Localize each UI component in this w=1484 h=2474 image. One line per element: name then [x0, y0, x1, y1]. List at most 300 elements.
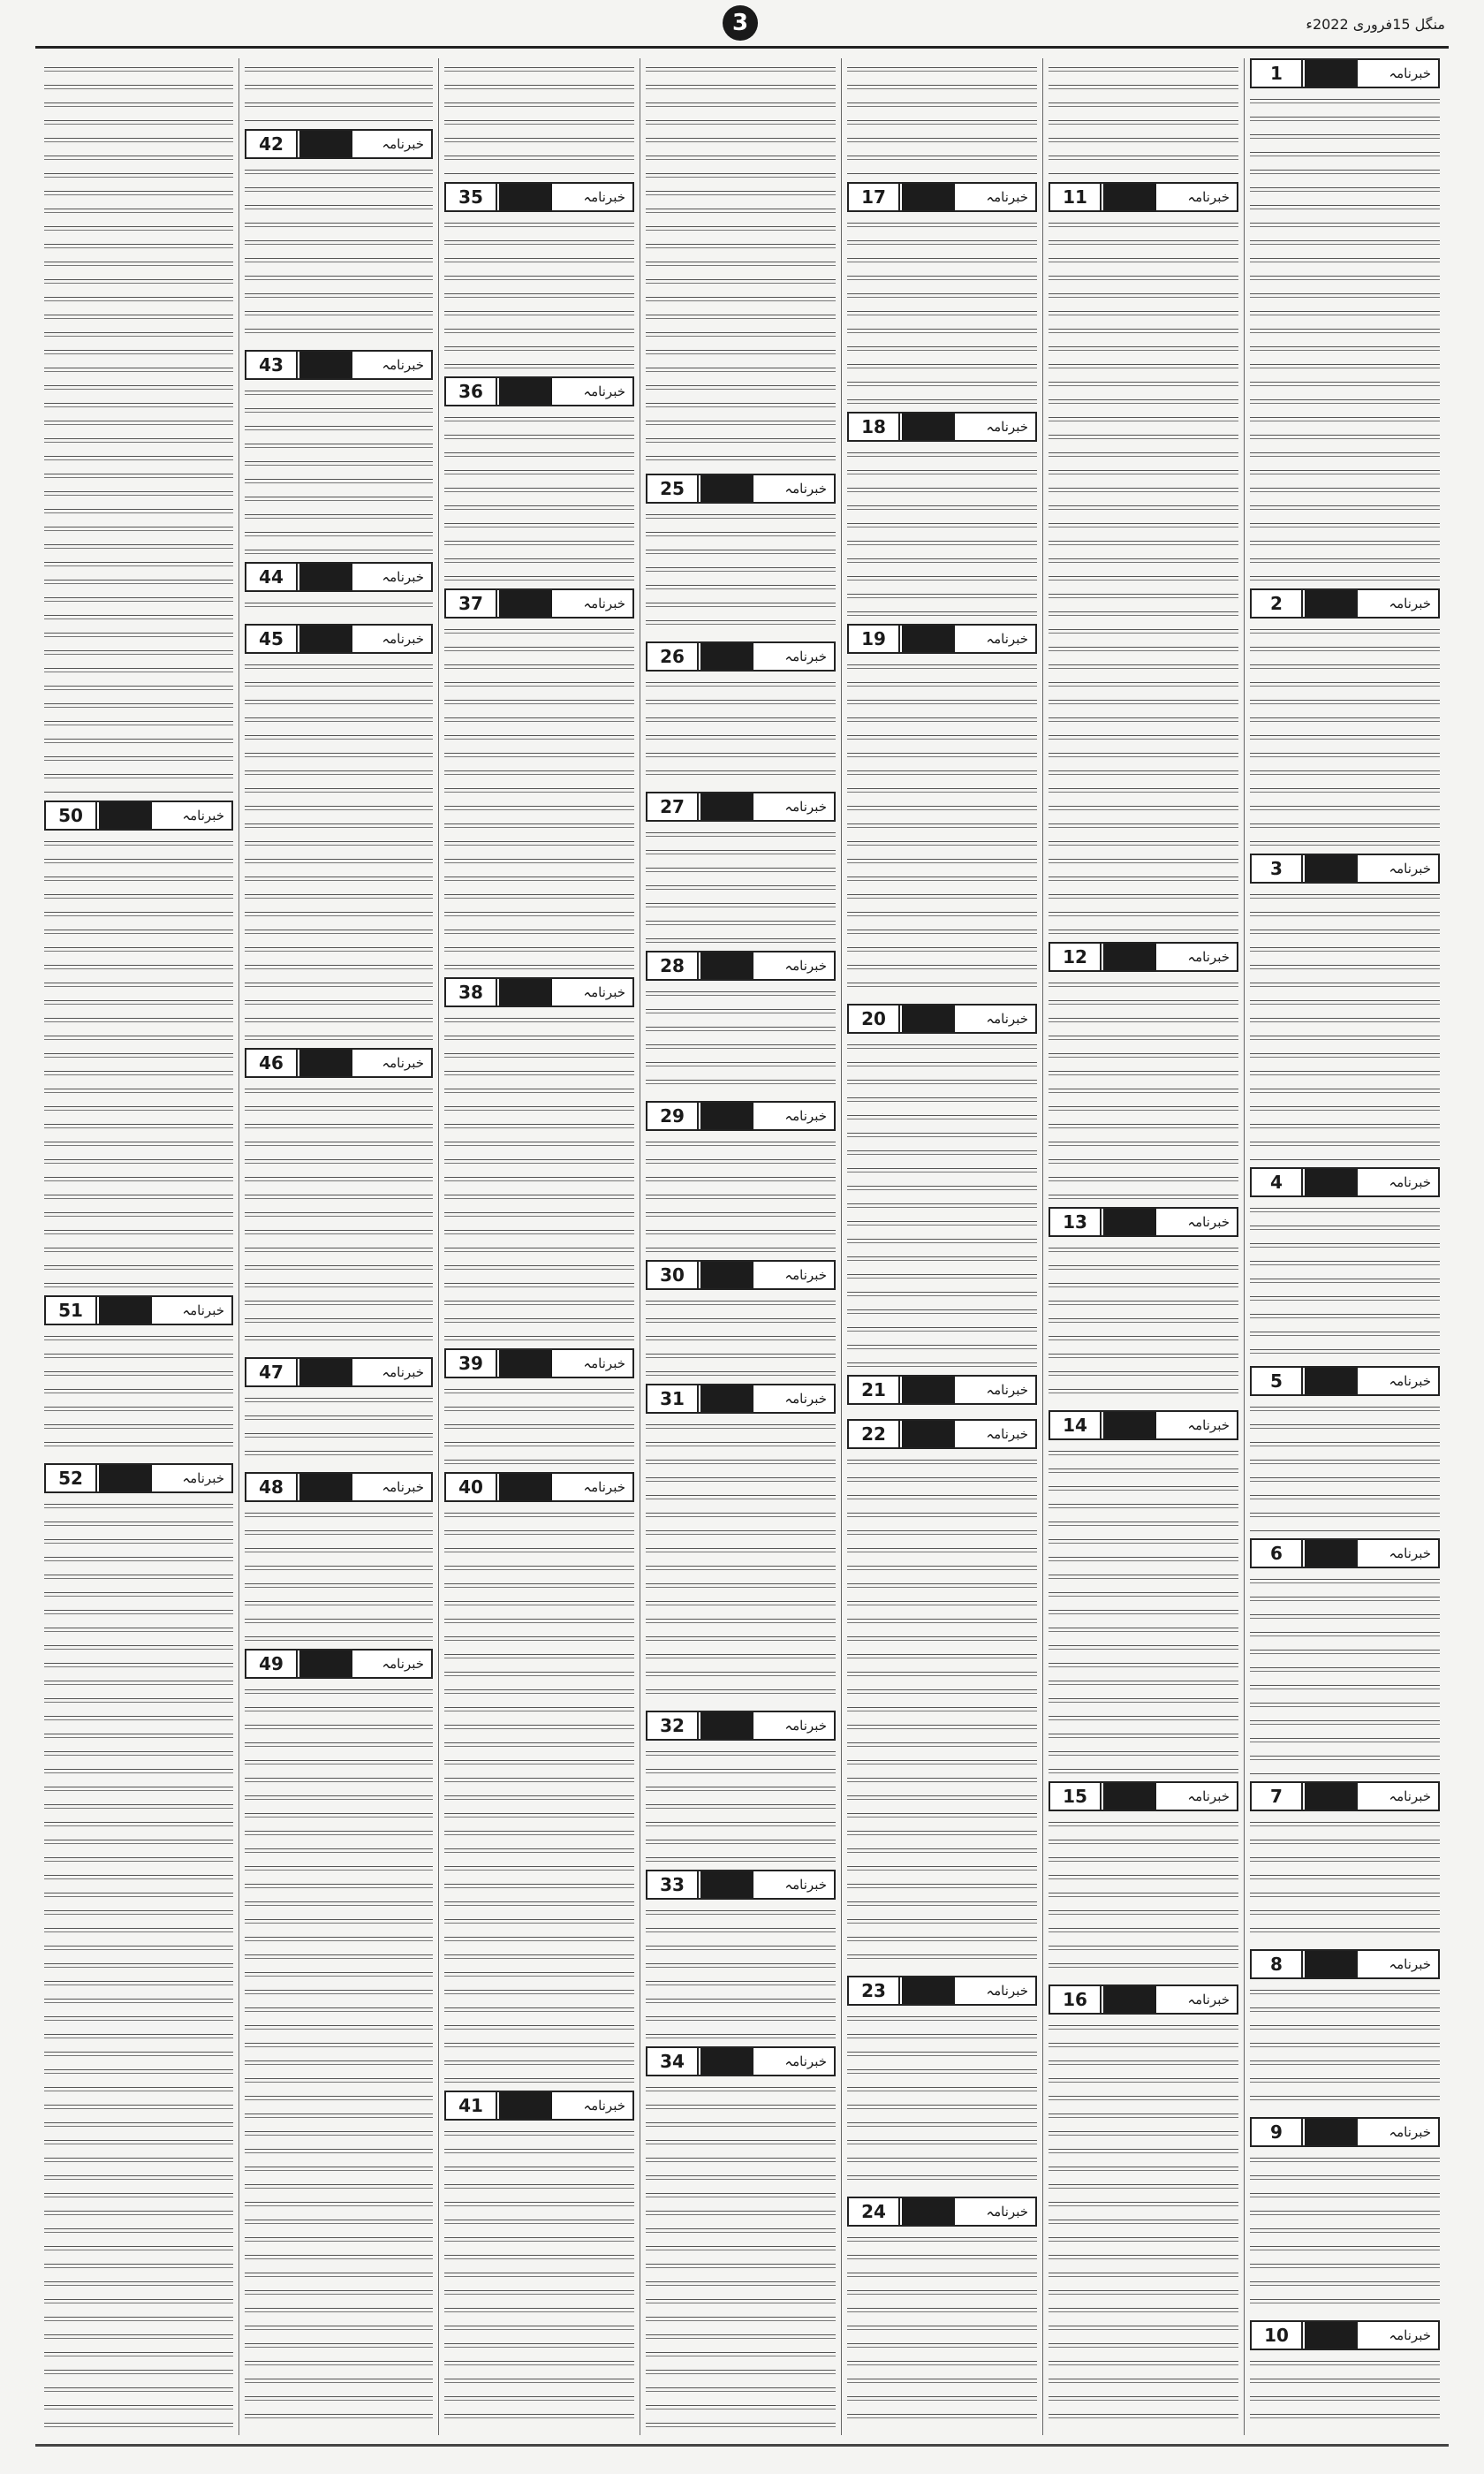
article-label: خبرنامہ: [182, 1302, 224, 1318]
article-number: 19: [849, 626, 900, 652]
article-number: 25: [647, 475, 699, 502]
article-body-text: [646, 2082, 836, 2428]
article-body-text: [444, 1384, 634, 1465]
article-label: خبرنامہ: [583, 1355, 625, 1371]
article-body-text: [646, 827, 836, 944]
header-black-bar: [299, 1474, 352, 1500]
article-39: [444, 1348, 634, 1465]
article-number: 12: [1050, 944, 1102, 970]
article-header: [646, 1101, 836, 1131]
article-header: [444, 1348, 634, 1378]
article-number: 22: [849, 1421, 900, 1447]
article-number: 52: [46, 1465, 97, 1491]
article-label: خبرنامہ: [784, 481, 827, 497]
article-body-text: [847, 659, 1037, 997]
article-label: خبرنامہ: [382, 357, 424, 373]
article-header: [1250, 854, 1440, 884]
column-c2: [1042, 58, 1244, 2435]
article-label: خبرنامہ: [382, 136, 424, 152]
article-body-text: [646, 62, 836, 467]
article-number: 32: [647, 1712, 699, 1739]
article-number: 40: [446, 1474, 497, 1500]
article-number: 41: [446, 2092, 497, 2119]
article-header: [1250, 1167, 1440, 1197]
header-black-bar: [499, 1474, 552, 1500]
header-black-bar: [902, 184, 955, 210]
header-black-bar: [902, 1377, 955, 1403]
article-header: [847, 624, 1037, 654]
header-black-bar: [1305, 590, 1358, 617]
article-body-text: [646, 509, 836, 634]
article-body-text: [1049, 1446, 1238, 1774]
article-label: خبرنامہ: [784, 958, 827, 974]
article-number: 2: [1252, 590, 1303, 617]
header-black-bar: [902, 1421, 955, 1447]
column-c6: [238, 58, 438, 2435]
article-header: [847, 1375, 1037, 1405]
article-header: [44, 1463, 233, 1493]
article-48: [245, 1472, 433, 1642]
article-number: 10: [1252, 2322, 1303, 2349]
article-body-text: [444, 624, 634, 970]
article-number: 30: [647, 1262, 699, 1288]
header-black-bar: [1305, 1540, 1358, 1567]
article-17: [847, 182, 1037, 405]
page-number-badge: 3: [723, 5, 758, 41]
article-9: [1250, 2117, 1440, 2313]
article-number: 13: [1050, 1209, 1102, 1235]
article-label: خبرنامہ: [382, 569, 424, 585]
article-header: [245, 624, 433, 654]
article-4: [1250, 1167, 1440, 1359]
article-header: [1250, 58, 1440, 88]
article-number: 43: [246, 352, 298, 378]
article-header: [444, 588, 634, 618]
article-header: [847, 1976, 1037, 2006]
article-header: [1250, 2117, 1440, 2147]
article-body-text: [444, 412, 634, 581]
header-black-bar: [1305, 1951, 1358, 1977]
article-label: خبرنامہ: [1389, 2124, 1431, 2140]
article-body-text: [847, 1410, 1037, 1412]
header-black-bar: [99, 1465, 152, 1491]
article-number: 48: [246, 1474, 298, 1500]
article-header: [1250, 2320, 1440, 2350]
article-number: 23: [849, 1977, 900, 2004]
article-label: خبرنامہ: [784, 1718, 827, 1734]
article-6: [1250, 1538, 1440, 1774]
article-15: [1049, 1781, 1238, 1977]
article-header: [444, 376, 634, 406]
article-11: [1049, 182, 1238, 935]
article-number: 50: [46, 802, 97, 829]
article-body-text: [646, 1746, 836, 1863]
article-33: [646, 1870, 836, 2039]
article-label: خبرنامہ: [1187, 189, 1230, 205]
article-body-text: [245, 597, 433, 617]
article-label: خبرنامہ: [583, 984, 625, 1000]
header-black-bar: [499, 1350, 552, 1377]
article-label: خبرنامہ: [182, 1470, 224, 1486]
header-black-bar: [700, 1871, 753, 1898]
article-body-text: [245, 659, 433, 1041]
article-header: [1049, 182, 1238, 212]
header-black-bar: [499, 184, 552, 210]
header-black-bar: [1305, 1169, 1358, 1195]
article-body-text: [1250, 1574, 1440, 1774]
column-c5: [438, 58, 640, 2435]
article-label: خبرنامہ: [1389, 1373, 1431, 1389]
header-black-bar: [1305, 1368, 1358, 1394]
article-body-text: [245, 385, 433, 555]
newspaper-page: [39, 58, 1445, 2435]
article-header: [1049, 1985, 1238, 2015]
article-body-text: [245, 1083, 433, 1350]
article-header: [1049, 1410, 1238, 1440]
header-black-bar: [1305, 855, 1358, 882]
article-number: 29: [647, 1103, 699, 1129]
article-26: [646, 641, 836, 785]
article-header: [1250, 1949, 1440, 1979]
article-body-text: [44, 1499, 233, 2428]
article-number: 45: [246, 626, 298, 652]
article-number: 28: [647, 952, 699, 979]
article-8: [1250, 1949, 1440, 2110]
article-header: [1049, 942, 1238, 972]
article-label: خبرنامہ: [986, 419, 1028, 435]
article-header: [245, 129, 433, 159]
article-body-text: [646, 986, 836, 1094]
header-black-bar: [1305, 2322, 1358, 2349]
article-38: [444, 977, 634, 1341]
article-number: 11: [1050, 184, 1102, 210]
article-body-text: [1250, 1203, 1440, 1359]
article-continuation: [44, 62, 233, 793]
article-49: [245, 1649, 433, 2428]
article-label: خبرنامہ: [1187, 1788, 1230, 1804]
article-label: خبرنامہ: [784, 799, 827, 815]
article-label: خبرنامہ: [1389, 861, 1431, 877]
article-label: خبرنامہ: [1187, 949, 1230, 965]
article-23: [847, 1976, 1037, 2189]
header-black-bar: [1305, 2119, 1358, 2145]
article-25: [646, 474, 836, 634]
header-black-bar: [1103, 184, 1156, 210]
article-number: 35: [446, 184, 497, 210]
article-label: خبرنامہ: [784, 1877, 827, 1893]
article-body-text: [646, 1136, 836, 1253]
article-header: [847, 2197, 1037, 2227]
header-black-bar: [299, 1359, 352, 1385]
column-c1: [1244, 58, 1445, 2435]
header-black-bar: [299, 1651, 352, 1677]
article-number: 49: [246, 1651, 298, 1677]
article-header: [1049, 1781, 1238, 1811]
article-label: خبرنامہ: [986, 1011, 1028, 1027]
article-label: خبرنامہ: [1187, 1417, 1230, 1433]
header-black-bar: [299, 626, 352, 652]
article-header: [44, 801, 233, 831]
article-46: [245, 1048, 433, 1350]
article-label: خبرنامہ: [986, 1426, 1028, 1442]
article-body-text: [1250, 94, 1440, 581]
article-header: [245, 1048, 433, 1078]
article-body-text: [245, 62, 433, 122]
header-black-bar: [299, 131, 352, 157]
article-number: 16: [1050, 1986, 1102, 2013]
header-black-bar: [1103, 1986, 1156, 2013]
article-header: [646, 2046, 836, 2076]
article-50: [44, 801, 233, 1288]
article-header: [245, 1357, 433, 1387]
article-body-text: [646, 1905, 836, 2039]
article-label: خبرنامہ: [1389, 596, 1431, 611]
article-number: 20: [849, 1006, 900, 1032]
article-2: [1250, 588, 1440, 846]
article-22: [847, 1419, 1037, 1969]
header-black-bar: [1103, 1412, 1156, 1438]
article-number: 34: [647, 2048, 699, 2075]
article-body-text: [1250, 1817, 1440, 1942]
article-header: [646, 1384, 836, 1414]
article-number: 39: [446, 1350, 497, 1377]
article-body-text: [646, 1419, 836, 1704]
article-body-text: [1049, 1817, 1238, 1977]
article-label: خبرنامہ: [583, 2098, 625, 2114]
article-label: خبرنامہ: [382, 1656, 424, 1672]
article-number: 42: [246, 131, 298, 157]
header-black-bar: [1103, 944, 1156, 970]
header-black-bar: [700, 475, 753, 502]
header-black-bar: [1103, 1209, 1156, 1235]
article-body-text: [847, 2232, 1037, 2428]
article-label: خبرنامہ: [1389, 2327, 1431, 2343]
header-black-bar: [499, 378, 552, 405]
article-number: 44: [246, 564, 298, 590]
article-header: [1250, 1366, 1440, 1396]
article-label: خبرنامہ: [784, 2053, 827, 2069]
article-20: [847, 1004, 1037, 1368]
article-30: [646, 1260, 836, 1377]
article-body-text: [646, 677, 836, 785]
article-number: 9: [1252, 2119, 1303, 2145]
article-18: [847, 412, 1037, 617]
article-label: خبرنامہ: [784, 649, 827, 664]
article-51: [44, 1295, 233, 1456]
article-number: 33: [647, 1871, 699, 1898]
header-black-bar: [700, 1712, 753, 1739]
article-number: 31: [647, 1385, 699, 1412]
column-c4: [640, 58, 841, 2435]
header-black-bar: [700, 952, 753, 979]
article-label: خبرنامہ: [784, 1108, 827, 1124]
article-44: [245, 562, 433, 617]
header-black-bar: [499, 590, 552, 617]
header-black-bar: [499, 979, 552, 1006]
article-body-text: [444, 2126, 634, 2428]
article-header: [847, 1004, 1037, 1034]
article-header: [444, 977, 634, 1007]
header-black-bar: [1305, 1783, 1358, 1810]
article-header: [245, 562, 433, 592]
article-number: 3: [1252, 855, 1303, 882]
article-body-text: [847, 217, 1037, 405]
article-body-text: [444, 217, 634, 369]
article-label: خبرنامہ: [382, 1055, 424, 1071]
article-header: [1250, 588, 1440, 618]
article-label: خبرنامہ: [784, 1391, 827, 1407]
article-header: [646, 474, 836, 504]
article-body-text: [1250, 1401, 1440, 1531]
header-black-bar: [902, 414, 955, 440]
article-label: خبرنامہ: [1187, 1214, 1230, 1230]
article-number: 6: [1252, 1540, 1303, 1567]
article-body-text: [1250, 1985, 1440, 2110]
header-black-bar: [902, 2198, 955, 2225]
article-header: [847, 1419, 1037, 1449]
article-body-text: [1250, 889, 1440, 1160]
article-label: خبرنامہ: [583, 1479, 625, 1495]
article-14: [1049, 1410, 1238, 1774]
article-continuation: [1049, 62, 1238, 175]
article-number: 14: [1050, 1412, 1102, 1438]
header-black-bar: [299, 1050, 352, 1076]
header-black-bar: [700, 1262, 753, 1288]
article-body-text: [1049, 217, 1238, 935]
article-1: [1250, 58, 1440, 581]
article-12: [1049, 942, 1238, 1200]
article-body-text: [847, 1454, 1037, 1969]
article-19: [847, 624, 1037, 997]
article-label: خبرنامہ: [1389, 1174, 1431, 1190]
article-number: 21: [849, 1377, 900, 1403]
column-c7: [39, 58, 238, 2435]
article-42: [245, 129, 433, 343]
article-number: 1: [1252, 60, 1303, 87]
header-black-bar: [902, 626, 955, 652]
article-header: [646, 1870, 836, 1900]
header-black-bar: [902, 1977, 955, 2004]
article-31: [646, 1384, 836, 1704]
article-number: 47: [246, 1359, 298, 1385]
article-header: [245, 350, 433, 380]
article-body-text: [847, 1039, 1037, 1368]
article-29: [646, 1101, 836, 1253]
article-body-text: [646, 1295, 836, 1377]
article-body-text: [44, 1331, 233, 1456]
article-label: خبرنامہ: [986, 1983, 1028, 1999]
article-label: خبرنامہ: [583, 596, 625, 611]
article-label: خبرنامہ: [1389, 65, 1431, 81]
article-body-text: [245, 1684, 433, 2428]
article-24: [847, 2197, 1037, 2428]
article-header: [646, 641, 836, 672]
article-header: [646, 1260, 836, 1290]
article-header: [1250, 1538, 1440, 1568]
article-label: خبرنامہ: [986, 1382, 1028, 1398]
header-black-bar: [499, 2092, 552, 2119]
article-header: [444, 2091, 634, 2121]
article-body-text: [245, 164, 433, 343]
header-rule: [35, 46, 1449, 49]
article-body-text: [444, 62, 634, 175]
article-header: [444, 1472, 634, 1502]
article-28: [646, 951, 836, 1094]
article-3: [1250, 854, 1440, 1160]
article-header: [1049, 1207, 1238, 1237]
article-number: 5: [1252, 1368, 1303, 1394]
article-label: خبرنامہ: [583, 383, 625, 399]
article-body-text: [1049, 1242, 1238, 1403]
header-black-bar: [700, 643, 753, 670]
article-header: [245, 1649, 433, 1679]
header-black-bar: [1305, 60, 1358, 87]
article-number: 46: [246, 1050, 298, 1076]
article-body-text: [1250, 624, 1440, 846]
article-43: [245, 350, 433, 555]
article-label: خبرنامہ: [182, 808, 224, 823]
article-34: [646, 2046, 836, 2428]
article-number: 18: [849, 414, 900, 440]
article-27: [646, 792, 836, 944]
article-40: [444, 1472, 634, 2083]
article-label: خبرنامہ: [986, 2204, 1028, 2220]
article-header: [646, 1711, 836, 1741]
header-black-bar: [299, 352, 352, 378]
header-black-bar: [99, 1297, 152, 1324]
article-header: [847, 182, 1037, 212]
footer-rule: [35, 2444, 1449, 2447]
article-body-text: [847, 2011, 1037, 2189]
article-header: [1250, 1781, 1440, 1811]
article-label: خبرنامہ: [1389, 1956, 1431, 1972]
article-header: [646, 792, 836, 822]
article-number: 36: [446, 378, 497, 405]
page-header: [0, 0, 1484, 53]
article-body-text: [1250, 2152, 1440, 2313]
article-7: [1250, 1781, 1440, 1942]
header-black-bar: [700, 1103, 753, 1129]
header-black-bar: [299, 564, 352, 590]
article-47: [245, 1357, 433, 1465]
article-continuation: [847, 62, 1037, 175]
article-body-text: [444, 1507, 634, 2083]
article-number: 8: [1252, 1951, 1303, 1977]
article-16: [1049, 1985, 1238, 2428]
article-body-text: [1250, 2356, 1440, 2428]
article-number: 37: [446, 590, 497, 617]
article-36: [444, 376, 634, 581]
article-continuation: [646, 62, 836, 467]
column-c3: [841, 58, 1042, 2435]
article-header: [847, 412, 1037, 442]
article-body-text: [1049, 2020, 1238, 2428]
article-35: [444, 182, 634, 369]
article-label: خبرنامہ: [784, 1267, 827, 1283]
article-label: خبرنامہ: [1389, 1788, 1431, 1804]
header-black-bar: [99, 802, 152, 829]
article-header: [44, 1295, 233, 1325]
article-52: [44, 1463, 233, 2428]
article-body-text: [245, 1393, 433, 1465]
article-label: خبرنامہ: [382, 631, 424, 647]
article-body-text: [44, 836, 233, 1288]
article-number: 38: [446, 979, 497, 1006]
article-45: [245, 624, 433, 1041]
article-header: [646, 951, 836, 981]
article-label: خبرنامہ: [583, 189, 625, 205]
article-label: خبرنامہ: [382, 1364, 424, 1380]
